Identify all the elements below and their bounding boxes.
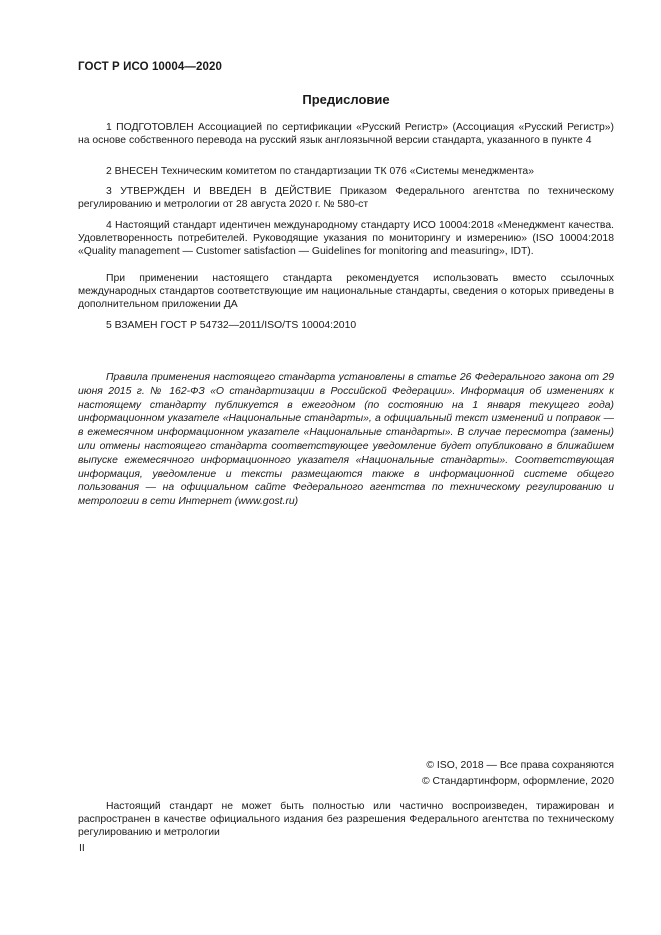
page-title: Предисловие <box>302 92 390 107</box>
standard-id-header: ГОСТ Р ИСО 10004—2020 <box>78 61 223 73</box>
paragraph-1-prepared-by: 1 ПОДГОТОВЛЕН Ассоциацией по сертификации «Русский Регистр» (Ассоциация «Русский Регистр») на основе собственного перевода на русский язык англоязычной версии стандарта, указанного в пункте 4 <box>78 122 614 146</box>
paragraph-4-usage-note: При применении настоящего стандарта рекомендуется использовать вместо ссылочных международных стандартов соответствующие им национальные стандарты, сведения о которых приведены в дополнительном приложении ДА <box>78 273 614 310</box>
paragraph-3-approved: 3 УТВЕРЖДЕН И ВВЕДЕН В ДЕЙСТВИЕ Приказом Федерального агентства по техническому регулированию и метрологии от 28 августа 2020 г. № 580-ст <box>78 186 614 210</box>
paragraph-2-introduced-by: 2 ВНЕСЕН Техническим комитетом по стандартизации ТК 076 «Системы менеджмента» <box>106 166 534 177</box>
paragraph-4-identity: 4 Настоящий стандарт идентичен международному стандарту ИСО 10004:2018 «Менеджмент качества. Удовлетворенность потребителей. Руководящие указания по мониторингу и измерению» (ISO 10004:2018 «Quality management — Customer satisfaction — Guidelines for monitoring and measuring», IDT). <box>78 220 614 257</box>
application-rules-notice: Правила применения настоящего стандарта установлены в статье 26 Федерального закона от 29 июня 2015 г. № 162-ФЗ «О стандартизации в Российской Федерации». Информация об изменениях к настоящему стандарту публикуется в ежегодном (по состоянию на 1 января текущего года) информационном указателе «Национальные стандарты», а официальный текст изменений и поправок — в ежемесячном информационном указателе «Национальные стандарты». В случае пересмотра (замены) или отмены настоящего стандарта соответствующее уведомление будет опубликовано в ближайшем выпуске ежемесячного информационного указателя «Национальные стандарты». Соответствующая информация, уведомление и тексты размещаются также в информационной системе общего пользования — на официальном сайте Федерального агентства по техническому регулированию и метрологии в сети Интернет (www.gost.ru) <box>78 372 614 508</box>
reproduction-notice: Настоящий стандарт не может быть полностью или частично воспроизведен, тиражирован и распространен в качестве официального издания без разрешения Федерального агентства по техническому регулированию и метрологии <box>78 801 614 838</box>
copyright-iso: © ISO, 2018 — Все права сохраняются <box>426 760 614 771</box>
copyright-standartinform: © Стандартинформ, оформление, 2020 <box>421 776 614 787</box>
paragraph-5-replaces: 5 ВЗАМЕН ГОСТ Р 54732—2011/ISO/TS 10004:2010 <box>106 320 357 331</box>
page-number: II <box>79 843 85 854</box>
